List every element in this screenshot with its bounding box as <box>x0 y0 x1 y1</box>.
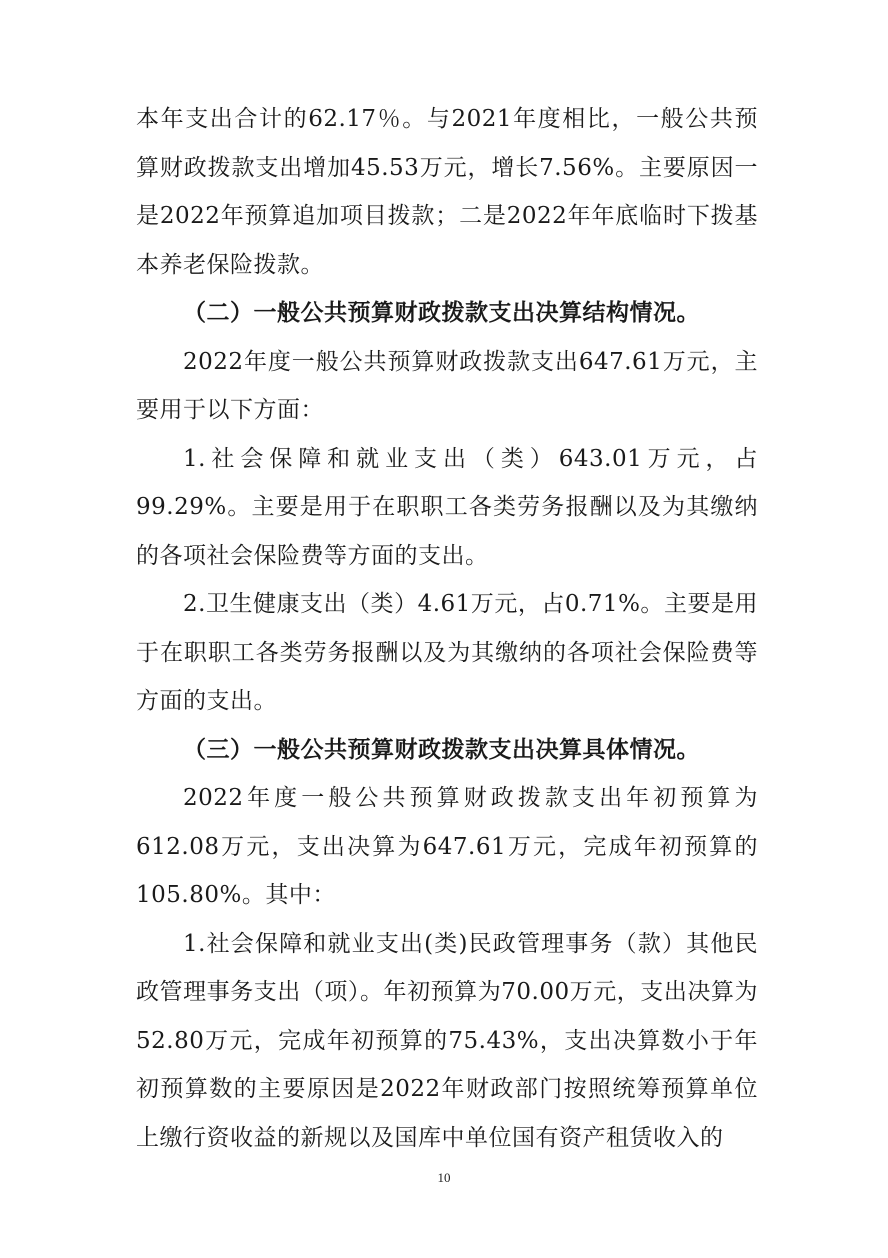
paragraph: 本年支出合计的62.17％。与2021年度相比，一般公共预算财政拨款支出增加45.53万元，增长7.56%。主要原因一是2022年预算追加项目拨款；二是2022年年底临时下拨基本养老保险拨款。 <box>136 106 758 278</box>
document-body <box>136 95 758 1162</box>
paragraph: 2.卫生健康支出（类）4.61万元，占0.71%。主要是用于在职职工各类劳务报酬以及为其缴纳的各项社会保险费等方面的支出。 <box>136 591 758 714</box>
page-number: 10 <box>437 1170 451 1185</box>
section-heading: （二）一般公共预算财政拨款支出决算结构情况。 <box>183 299 700 326</box>
paragraph: 1.社会保障和就业支出（类）643.01万元，占99.29%。主要是用于在职职工各类劳务报酬以及为其缴纳的各项社会保险费等方面的支出。 <box>136 445 758 569</box>
section-heading: （三）一般公共预算财政拨款支出决算具体情况。 <box>183 735 700 763</box>
paragraph: 2022年度一般公共预算财政拨款支出647.61万元，主要用于以下方面： <box>136 348 758 423</box>
paragraph: 1.社会保障和就业支出(类)民政管理事务（款）其他民政管理事务支出（项）。年初预算为70.00万元，支出决算为52.80万元，完成年初预算的75.43%，支出决算数小于年初预算数的主要原因是2022年财政部门按照统筹预算单位上缴行资收益的新规以及国库中单位国有资产租赁收入的 <box>136 930 758 1151</box>
paragraph: 2022年度一般公共预算财政拨款支出年初预算为612.08万元，支出决算为647.61万元，完成年初预算的105.80%。其中： <box>136 785 758 908</box>
